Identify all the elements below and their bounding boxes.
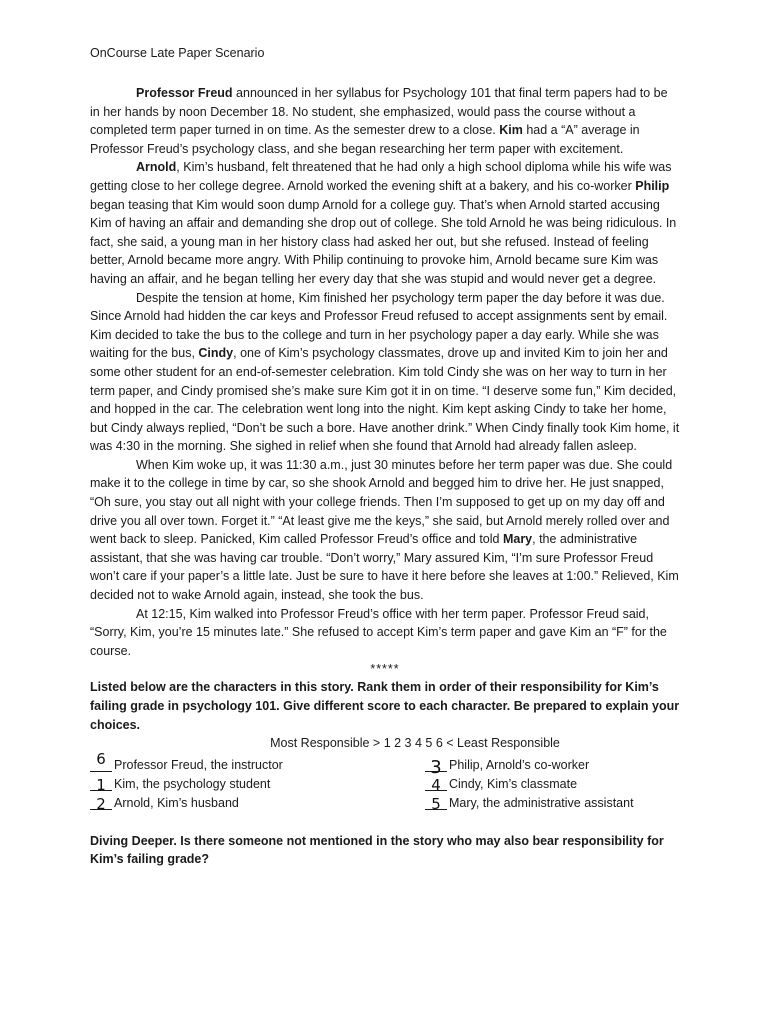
story-body bbox=[90, 84, 680, 660]
story-paragraph-3 bbox=[90, 289, 680, 456]
paragraph-text: announced in her syllabus for Psychology 101 that final term papers had to be in her hands by noon December 18. No student, she emphasized, would pass the course without a completed term paper turned in on time. As the semester drew to a close. bbox=[90, 86, 668, 138]
paragraph-text: , Kim’s husband, felt threatened that he had only a high school diploma while his wife was getting close to her college degree. Arnold worked the evening shift at a bakery, and his co-worker bbox=[90, 160, 672, 193]
rank-label: Kim, the psychology student bbox=[114, 776, 271, 791]
rank-item-kim bbox=[90, 772, 425, 794]
rank-blank[interactable] bbox=[90, 749, 112, 772]
rank-blank[interactable] bbox=[90, 794, 112, 813]
handwritten-rank: 1 bbox=[96, 775, 106, 794]
character-name: Professor Freud bbox=[136, 86, 233, 100]
diving-deeper-question: Diving Deeper. Is there someone not mentioned in the story who may also bear responsibility for Kim’s failing grade? bbox=[90, 833, 664, 867]
character-name: Philip bbox=[635, 178, 670, 193]
section-divider: ***** bbox=[370, 662, 400, 677]
handwritten-rank: 2 bbox=[96, 794, 106, 813]
rank-item-cindy bbox=[425, 772, 680, 794]
rank-blank[interactable] bbox=[90, 775, 112, 794]
paragraph-text: began teasing that Kim would soon dump Arnold for a college guy. That’s when Arnold started accusing Kim of having an affair and demanding she drop out of college. She told Arnold he was being ridiculous. In fact, she said, a young man in her history class had asked her out, but she refused. Instead of feeling better, Arnold became more angry. With Philip continuing to provoke him, Arnold became sure Kim was having an affair, and he began telling her every day that she was stupid and would never get a degree. bbox=[90, 197, 677, 286]
story-paragraph-5 bbox=[90, 605, 680, 661]
paragraph-text: When Kim woke up, it was 11:30 a.m., just 30 minutes before her term paper was due. She could make it to the college in time by car, so she shook Arnold and begged him to drive her. He just snapped, “Oh sure, you stay out all night with your college friends. Then I’m supposed to get up on my day off and drive you all over town. Forget it.” “At least give me the keys,” she said, but Arnold merely rolled over and went back to sleep. Panicked, Kim called Professor Freud’s office and told bbox=[90, 457, 673, 547]
handwritten-rank: 5 bbox=[431, 794, 441, 813]
rank-blank[interactable] bbox=[425, 756, 447, 778]
rank-item-philip bbox=[425, 753, 680, 778]
character-name: Arnold bbox=[136, 160, 177, 175]
ranking-list bbox=[90, 749, 680, 813]
ranking-scale: Most Responsible > 1 2 3 4 5 6 < Least Responsible bbox=[270, 736, 560, 751]
rank-blank[interactable] bbox=[425, 775, 447, 794]
character-name: Kim bbox=[499, 123, 523, 138]
rank-item-mary bbox=[425, 791, 680, 813]
rank-label: Professor Freud, the instructor bbox=[114, 757, 283, 772]
handwritten-rank: 3 bbox=[430, 756, 442, 778]
rank-blank[interactable] bbox=[425, 794, 447, 813]
rank-item-arnold bbox=[90, 791, 425, 813]
story-paragraph-1 bbox=[90, 84, 680, 158]
rank-label: Mary, the administrative assistant bbox=[449, 795, 634, 810]
rank-label: Philip, Arnold’s co-worker bbox=[449, 757, 590, 772]
handwritten-rank: 4 bbox=[431, 775, 441, 794]
character-name: Cindy bbox=[198, 346, 234, 361]
rank-label: Arnold, Kim’s husband bbox=[114, 795, 239, 810]
ranking-question: Listed below are the characters in this story. Rank them in order of their responsibility for Kim’s failing grade in psychology 101. Give different score to each character. Be prepared to explain your choices. bbox=[90, 680, 680, 732]
handwritten-rank: 6 bbox=[96, 749, 106, 768]
paragraph-text: , the administrative assistant, that she was having car trouble. “Don’t worry,” Mary assured Kim, “I’m sure Professor Freud won’t care if your paper’s a little late. Just be sure to have it here before she leaves at 1:00.” Relieved, Kim decided not to wake Arnold again, instead, she took the bus. bbox=[90, 532, 679, 603]
rank-item-professor-freud bbox=[90, 749, 425, 772]
document-header: OnCourse Late Paper Scenario bbox=[90, 46, 265, 60]
paragraph-text: Despite the tension at home, Kim finished her psychology term paper the day before it was due. Since Arnold had hidden the car keys and Professor Freud refused to accept assignments sent by email. Kim decided to take the bus to the college and turn in her psychology paper a day early. While she was waiting for the bus, bbox=[90, 290, 668, 361]
paragraph-text: had a “A” average in Professor Freud’s psychology class, and she began researching her term paper with excitement. bbox=[90, 123, 640, 156]
story-paragraph-2 bbox=[90, 158, 680, 288]
paragraph-text: At 12:15, Kim walked into Professor Freud’s office with her term paper. Professor Freud said, “Sorry, Kim, you’re 15 minutes late.” She refused to accept Kim’s term paper and gave Kim an “F” for the course. bbox=[90, 606, 667, 658]
rank-label: Cindy, Kim’s classmate bbox=[449, 776, 578, 791]
paragraph-text: , one of Kim’s psychology classmates, drove up and invited Kim to join her and some other student for an end-of-semester celebration. Kim told Cindy she was on her way to turn in her term paper, and Cindy promised she’s make sure Kim got it in on time. “I deserve some fun,” Kim decided, and hopped in the car. The celebration went long into the night. Kim kept asking Cindy to take her home, but Cindy always replied, “Don’t be such a bore. Have another drink.” When Cindy finally took Kim home, it was 4:30 in the morning. She sighed in relief when she found that Arnold had already fallen asleep. bbox=[90, 346, 680, 454]
character-name: Mary bbox=[502, 532, 533, 547]
story-paragraph-4 bbox=[90, 456, 680, 605]
